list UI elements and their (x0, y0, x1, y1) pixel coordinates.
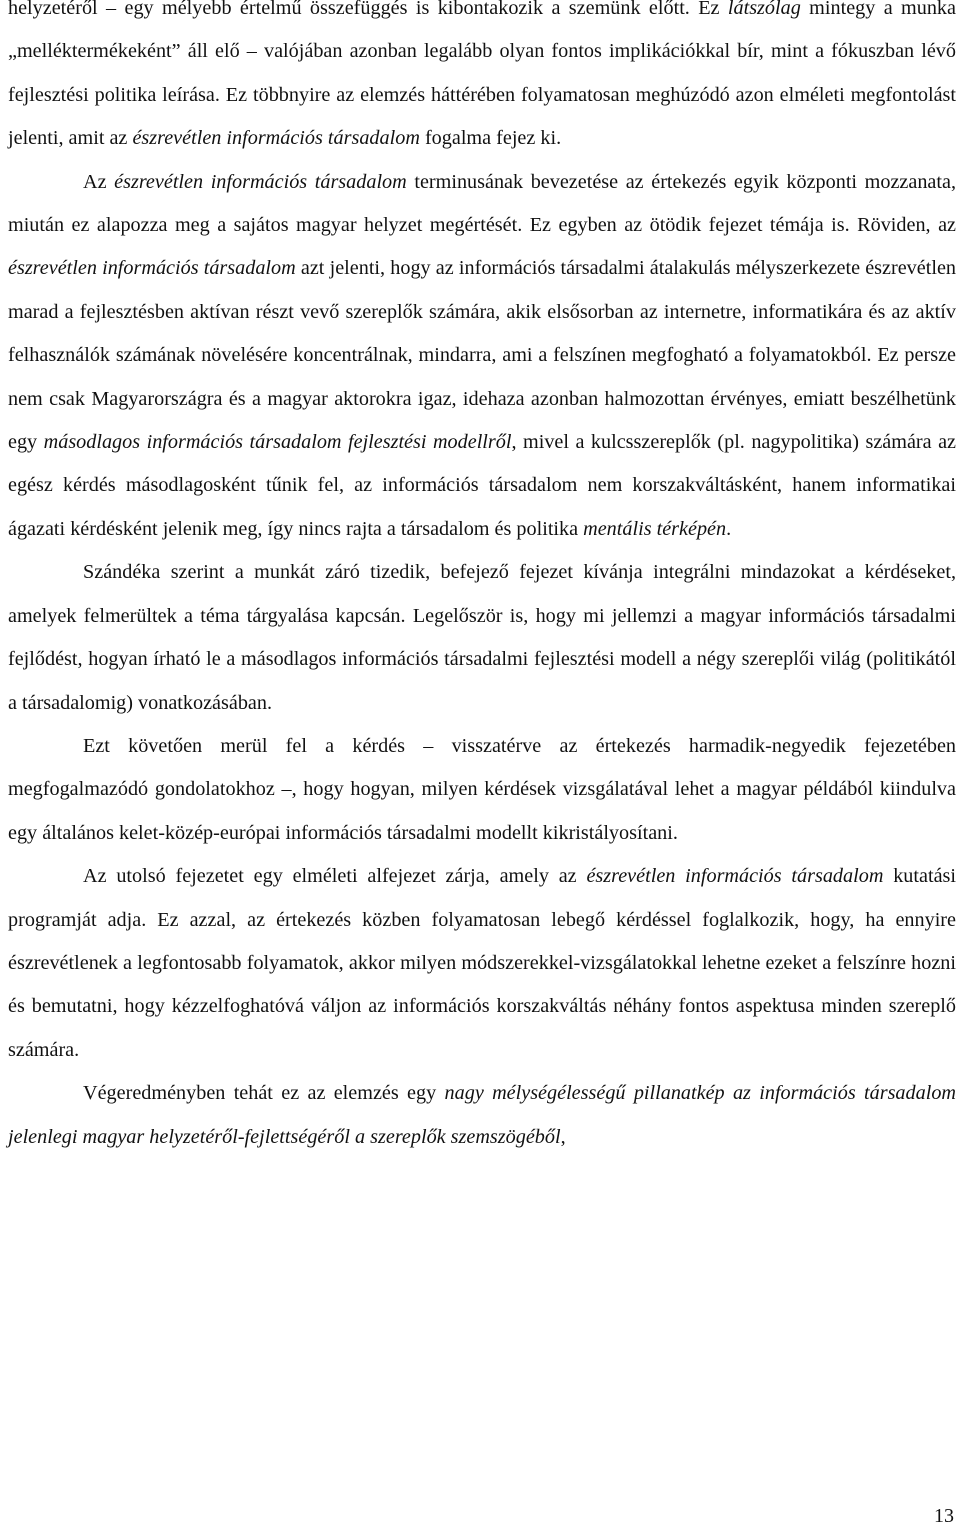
paragraph-1 (8, 0, 956, 161)
text-run: helyzetéről – egy mélyebb értelmű összefüggés is kibontakozik a szemünk előtt. Ez (8, 0, 728, 19)
paragraph-4 (8, 725, 956, 855)
paragraph-2 (8, 161, 956, 552)
italic-term: látszólag (727, 0, 801, 19)
text-run: Végeredményben tehát ez az elemzés egy (83, 1082, 445, 1105)
text-run: terminusának bevezetése az értekezés egyik központi mozzanata, miután ez alapozza meg a sajátos magyar helyzet megértését. Ez egyben az ötödik fejezet témája is. Röviden, az (8, 170, 956, 237)
italic-term: mentális térképén (583, 517, 727, 540)
italic-term: észrevétlen információs társadalom (586, 865, 884, 888)
paragraph-6 (8, 1072, 956, 1159)
italic-term: másodlagos információs társadalom fejlesztési modellről (43, 431, 512, 454)
text-run: fogalma fejez ki. (419, 127, 562, 150)
text-run: , mivel a kulcsszereplők (pl. nagypolitika) számára az egész kérdés másodlagosként tűnik fel, az információs társadalom nem korszakváltásként, hanem informatikai ágazati kérdésként jelenik meg, így nincs rajta a társadalom és politika (8, 431, 956, 540)
text-run: kutatási programját adja. Ez azzal, az értekezés közben folyamatosan lebegő kérdéssel foglalkozik, hogy, ha ennyire észrevétlenek a legfontosabb folyamatok, akkor milyen módszerekkel-vizsgálatokkal lehetne ezeket a felszínre hozni és bemutatni, hogy kézzelfoghatóvá váljon az információs korszakváltás néhány fontos aspektusa minden szereplő számára. (8, 865, 956, 1061)
text-run: , (560, 1125, 566, 1148)
text-run: mintegy a munka „melléktermékeként” áll elő – valójában azonban legalább olyan fontos implikációkkal bír, mint a fókuszban lévő fejlesztési politika leírása. Ez többnyire az elemzés háttérében folyamatosan meghúzódó azon elméleti megfontolást jelenti, amit az (8, 0, 956, 150)
text-run: azt jelenti, hogy az információs társadalmi átalakulás mélyszerkezete észrevétlen marad a fejlesztésben aktívan részt vevő szereplők számára, akik elsősorban az internetre, informatikára és az aktív felhasználók számának növelésére koncentrálnak, mindarra, ami a felszínen megfogható a folyamatokból. Ez persze nem csak Magyarországra és a magyar aktorokra igaz, idehaza azonban halmozottan érvényes, emiatt beszélhetünk egy (8, 257, 956, 454)
italic-term: nagy mélységélességű pillanatkép az információs társadalom jelenlegi magyar helyzetéről-fejlettségéről a szereplők szemszögéből (8, 1082, 956, 1148)
text-run: . (726, 517, 732, 540)
italic-term: észrevétlen információs társadalom (8, 257, 296, 280)
text-run: Szándéka szerint a munkát záró tizedik, befejező fejezet kívánja integrálni mindazokat a kérdéseket, amelyek felmerültek a téma tárgyalása kapcsán. Legelőször is, hogy mi jellemzi a magyar információs társadalmi fejlődést, hogyan írható le a másodlagos információs társadalmi fejlesztési modell a négy szereplői világ (politikától a társadalomig) vonatkozásában. (8, 561, 956, 714)
page-number: 13 (934, 1505, 954, 1527)
italic-term: észrevétlen információs társadalom (132, 127, 420, 150)
document-body (8, 0, 956, 1159)
italic-term: észrevétlen információs társadalom (114, 170, 407, 193)
text-run: Ezt követően merül fel a kérdés – visszatérve az értekezés harmadik-negyedik fejezetében megfogalmazódó gondolatokhoz –, hogy hogyan, milyen kérdések vizsgálatával lehet a magyar példából kiindulva egy általános kelet-közép-európai információs társadalmi modellt kikristályosítani. (8, 734, 956, 844)
paragraph-3 (8, 551, 956, 725)
paragraph-5 (8, 855, 956, 1072)
text-run: Az utolsó fejezetet egy elméleti alfejezet zárja, amely az (83, 865, 587, 888)
text-run: Az (83, 170, 115, 193)
